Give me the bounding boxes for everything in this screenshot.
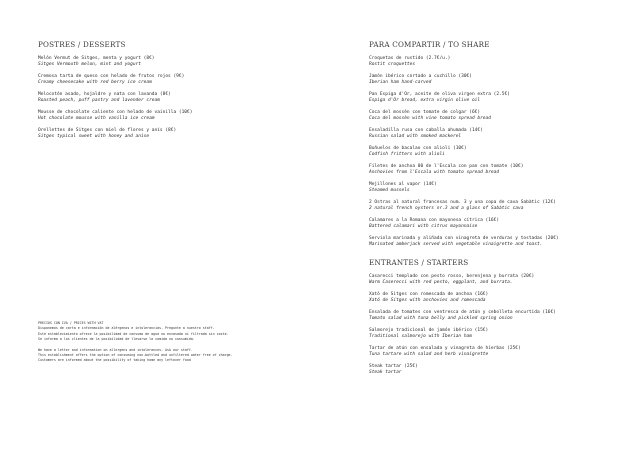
menu-item-name-en: Iberian ham hand-carved xyxy=(369,80,432,86)
menu-item-name-es: Steak tartar (25€) xyxy=(369,364,418,369)
menu-item xyxy=(369,200,619,212)
menu-item xyxy=(369,182,619,194)
menu-item-name-es: Pan Espiga d'Or, aceite de oliva virgen extra (2.5€) xyxy=(369,92,510,97)
menu-item-name-en: 2 natural french oysters nr.3 and a glass of Sabàtic cava xyxy=(369,206,524,212)
menu-item xyxy=(369,292,619,304)
menu-item xyxy=(369,274,619,286)
menu-item-name-es: Filetes de anchoa 00 de l'Escala con pan con tomate (10€) xyxy=(369,164,524,169)
menu-item xyxy=(369,328,619,340)
menu-item-name-es: Jamón ibérico cortado a cuchillo (30€) xyxy=(369,74,472,79)
menu-item-name-es: Cremosa tarta de queso con helado de frutos rojos (9€) xyxy=(38,74,185,79)
desserts-section xyxy=(38,40,298,146)
note-line: Customers are informed about the possibility of taking home any leftover food xyxy=(38,358,191,363)
notes-english xyxy=(38,348,318,364)
menu-item xyxy=(38,56,298,68)
menu-item-name-es: Serviola marinada y aliñada con vinagreta de verduras y tostadas (20€) xyxy=(369,236,559,241)
menu-item-name-en: Marinated amberjack served with vegetable vinaigrette and toast. xyxy=(369,242,543,248)
note-line: PRECIOS CON IVA / PRICES WITH VAT xyxy=(38,321,104,325)
menu-item xyxy=(38,128,298,140)
starters-title: ENTRANTES / STARTERS xyxy=(369,258,469,267)
menu-item-name-en: Creamy cheesecake with red berry ice cream xyxy=(38,80,152,86)
note-line: Se informa a los clientes de la posibilidad de llevarse la comida no consumida. xyxy=(38,337,195,342)
menu-item xyxy=(38,110,298,122)
menu-item-name-en: Tuna tartare with salad and herb vinaigrette xyxy=(369,352,489,358)
menu-item-name-es: Mousse de chocolate caliente con helado de vainilla (10€) xyxy=(38,110,193,115)
notes-spanish xyxy=(38,321,318,343)
menu-item-name-en: Codfish fritters with alioli xyxy=(369,152,445,158)
menu-item-name-en: Russian salad with smoked mackerel xyxy=(369,134,462,140)
menu-item-name-es: Xató de Sitges con romescada de anchoa (16€) xyxy=(369,292,489,297)
menu-item-name-es: Melocotón asado, hojaldre y nata con lavanda (8€) xyxy=(38,92,171,97)
menu-item-name-en: Xató de Sitges with anchovies and romescada xyxy=(369,298,486,304)
menu-item-name-en: Sitges Vermouth melon, mint and yogurt xyxy=(38,62,141,68)
menu-item xyxy=(369,128,619,140)
starters-section xyxy=(369,258,619,382)
menu-item-name-en: Rostit croquettes xyxy=(369,62,416,68)
menu-item xyxy=(369,218,619,230)
menu-item-name-es: Ensalada de tomates con ventresca de atún y cebolleta encurtida (16€) xyxy=(369,310,556,315)
desserts-title: POSTRES / DESSERTS xyxy=(38,40,126,49)
menu-item-name-en: Battered calamari with citrus mayonnaise xyxy=(369,224,478,230)
menu-item-name-en: Steamed mussels xyxy=(369,188,410,194)
menu-item-name-es: Tartar de atún con ensalada y vinagreta de hierbas (25€) xyxy=(369,346,521,351)
menu-item-name-es: Mejillones al vapor (14€) xyxy=(369,182,437,187)
menu-item-name-es: 2 Ostras al natural francesas num. 3 y una copa de cava Sabàtic (12€) xyxy=(369,200,556,205)
menu-item-name-en: Espiga d'Or bread, extra virgin olive oil xyxy=(369,98,481,104)
menu-item xyxy=(369,364,619,376)
menu-item-name-en: Tomato salad with tuna belly and pickled spring onion xyxy=(369,316,513,322)
menu-item-name-es: Ensaladilla rusa con caballa ahumada (14€) xyxy=(369,128,483,133)
menu-item-name-en: Anchovies from l'Escala with tomato spread bread xyxy=(369,170,500,176)
menu-item xyxy=(38,92,298,104)
share-section xyxy=(369,40,619,254)
note-line: Este establecimiento ofrece la posibilidad de consumo de agua no envasada ni filtrada sin coste. xyxy=(38,331,229,336)
note-line: This establishment offers the option of consuming non-bottled and unfiltered water free of charge. xyxy=(38,353,233,358)
share-title: PARA COMPARTIR / TO SHARE xyxy=(369,40,490,49)
menu-item xyxy=(369,236,619,248)
menu-item xyxy=(369,346,619,358)
menu-item-name-en: Roasted peach, puff pastry and lavender cream xyxy=(38,98,160,104)
starters-list xyxy=(369,274,619,376)
menu-item-name-en: Coca del mossèn with vine tomato spread bread xyxy=(369,116,491,122)
menu-item-name-es: Casarecci templado con pesto rosso, berenjena y burrata (20€) xyxy=(369,274,535,279)
menu-item-name-en: Warm Caserecci with red pesto, eggplant, and burrata. xyxy=(369,280,513,286)
note-line: Disponemos de carta e información de alérgenos e intolerancias. Pregunte a nuestro staff. xyxy=(38,326,215,331)
menu-item-name-en: Steak tartar xyxy=(369,370,402,376)
menu-item-name-en: Traditional salmorejo with Iberian ham xyxy=(369,334,472,340)
menu-item-name-es: Croquetas de rustido (2.7€/u.) xyxy=(369,56,451,61)
menu-item-name-es: Buñuelos de bacalao con alioli (10€) xyxy=(369,146,467,151)
menu-item xyxy=(369,110,619,122)
menu-item xyxy=(369,92,619,104)
menu-item-name-es: Orellettes de Sitges con miel de flores y anís (8€) xyxy=(38,128,177,133)
menu-item-name-es: Salmorejo tradicional de jamón ibérico (15€) xyxy=(369,328,489,333)
menu-item xyxy=(369,146,619,158)
menu-item xyxy=(369,164,619,176)
info-notes xyxy=(38,321,318,364)
menu-item xyxy=(38,74,298,86)
menu-item xyxy=(369,56,619,68)
menu-item xyxy=(369,74,619,86)
menu-item-name-es: Melón Vermut de Sitges, menta y yogurt (8€) xyxy=(38,56,155,61)
menu-item-name-en: Sitges typical sweet with honey and anise xyxy=(38,134,150,140)
desserts-list xyxy=(38,56,298,140)
note-line: We have a letter and information on allergens and intolerances. Ask our staff. xyxy=(38,347,193,352)
menu-item-name-es: Coca del mossèn con tomate de colgar (6€) xyxy=(369,110,481,115)
menu-item-name-en: Hot chocolate mousse with vanilla ice cream xyxy=(38,116,155,122)
share-list xyxy=(369,56,619,248)
menu-item xyxy=(369,310,619,322)
menu-item-name-es: Calamares a la Romana con mayonesa cítrica (16€) xyxy=(369,218,500,223)
